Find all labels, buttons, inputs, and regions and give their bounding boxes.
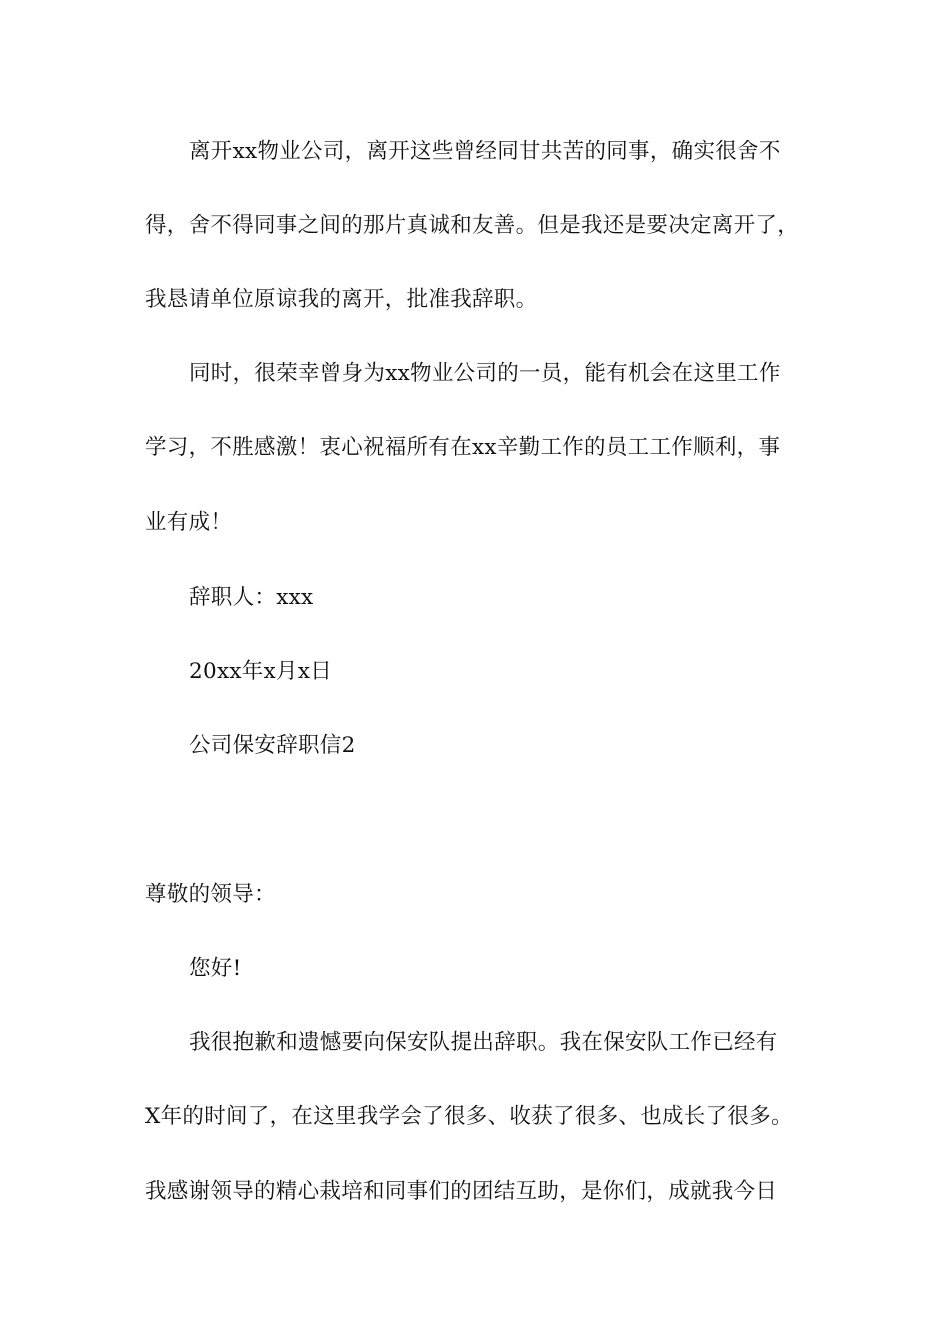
paragraph-line: X年的时间了，在这里我学会了很多、收获了很多、也成长了很多。 <box>145 1104 793 1129</box>
paragraph-line: 业有成！ <box>145 510 233 535</box>
paragraph-line: 离开xx物业公司，离开这些曾经同甘共苦的同事，确实很舍不 <box>189 139 781 164</box>
paragraph-line: 我感谢领导的精心栽培和同事们的团结互助，是你们，成就我今日 <box>145 1179 778 1204</box>
paragraph-line: 学习，不胜感激！衷心祝福所有在xx辛勤工作的员工工作顺利，事 <box>145 435 781 460</box>
salutation: 尊敬的领导： <box>145 882 276 907</box>
paragraph-line: 我很抱歉和遗憾要向保安队提出辞职。我在保安队工作已经有 <box>189 1030 778 1055</box>
signature-line: 辞职人：xxx <box>189 585 314 610</box>
paragraph-line: 得，舍不得同事之间的那片真诚和友善。但是我还是要决定离开了， <box>145 213 800 238</box>
paragraph-line: 同时，很荣幸曾身为xx物业公司的一员，能有机会在这里工作 <box>189 361 781 386</box>
date-line: 20xx年x月x日 <box>189 659 333 684</box>
section-title: 公司保安辞职信2 <box>189 733 356 758</box>
greeting: 您好! <box>189 956 242 981</box>
paragraph-line: 我恳请单位原谅我的离开，批准我辞职。 <box>145 287 538 312</box>
